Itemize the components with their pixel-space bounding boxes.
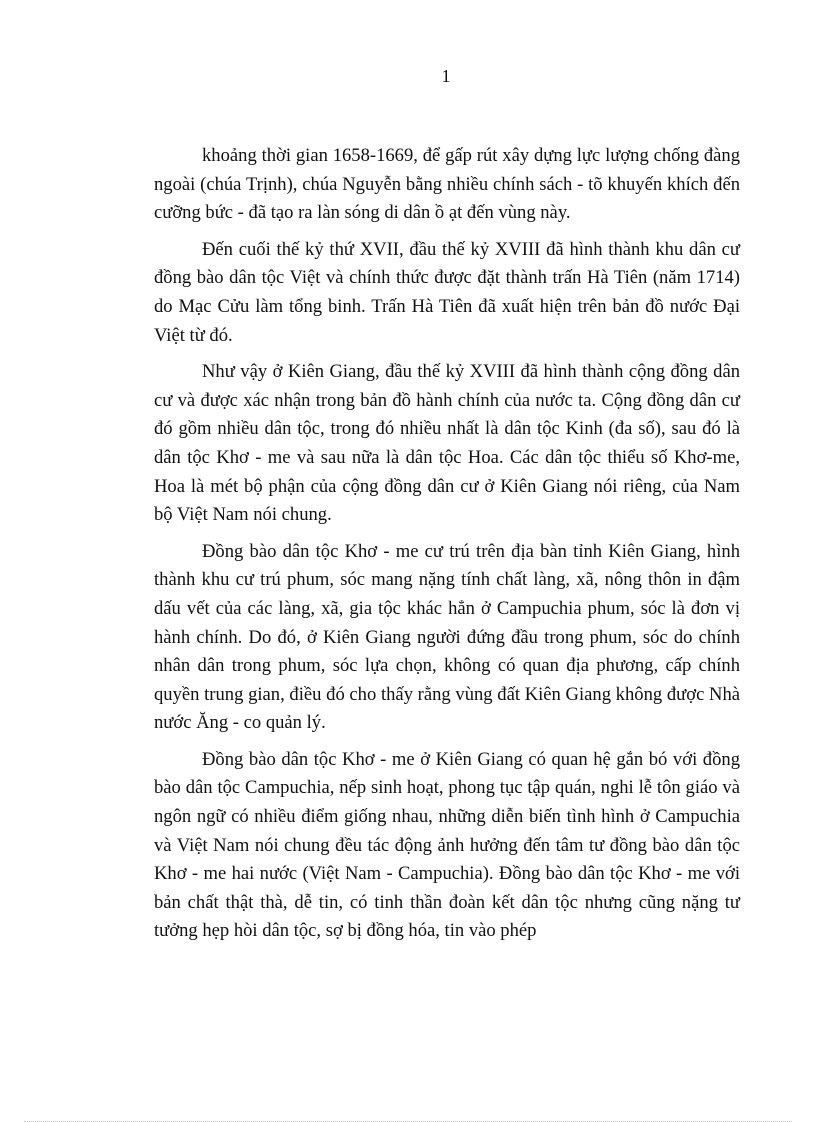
paragraph: khoảng thời gian 1658-1669, để gấp rút xây dựng lực lượng chống đàng ngoài (chúa Trịnh), chúa Nguyễn bằng nhiều chính sách - tõ khuyến khích đến cưỡng bức - đã tạo ra làn sóng di dân ồ ạt đến vùng này. bbox=[154, 145, 740, 224]
paragraph: Đến cuối thế kỷ thứ XVII, đầu thế kỷ XVIII đã hình thành khu dân cư đồng bào dân tộc Việt và chính thức được đặt thành trấn Hà Tiên (năm 1714) do Mạc Cửu làm tổng binh. Trấn Hà Tiên đã xuất hiện trên bản đồ nước Đại Việt từ đó. bbox=[154, 238, 740, 346]
document-body bbox=[154, 142, 740, 954]
paragraph: Đồng bào dân tộc Khơ - me ở Kiên Giang có quan hệ gắn bó với đồng bào dân tộc Campuchia, nếp sinh hoạt, phong tục tập quán, nghi lễ tôn giáo và ngôn ngữ có nhiều điểm giống nhau, những diễn biến tình hình ở Campuchia và Việt Nam nói chung đều tác động ảnh hưởng đến tâm tư đồng bào dân tộc Khơ - me hai nước (Việt Nam - Campuchia). Đồng bào dân tộc Khơ - me với bản chất thật thà, dễ tin, có tinh thần đoàn kết dân tộc nhưng cũng nặng tư tưởng hẹp hòi dân tộc, sợ bị đồng hóa, tin vào phép bbox=[154, 748, 740, 942]
page-number: 1 bbox=[441, 66, 451, 86]
paragraph: Đồng bào dân tộc Khơ - me cư trú trên địa bàn tỉnh Kiên Giang, hình thành khu cư trú phum, sóc mang nặng tính chất làng, xã, nông thôn in đậm dấu vết của các làng, xã, gia tộc khác hẳn ở Campuchia phum, sóc là đơn vị hành chính. Do đó, ở Kiên Giang người đứng đầu trong phum, sóc do chính nhân dân trong phum, sóc lựa chọn, không có quan địa phương, cấp chính quyền trung gian, điều đó cho thấy rằng vùng đất Kiên Giang không được Nhà nước Ăng - co quản lý. bbox=[154, 540, 740, 734]
paragraph: Như vậy ở Kiên Giang, đầu thế kỷ XVIII đã hình thành cộng đồng dân cư và được xác nhận trong bản đồ hành chính của nước ta. Cộng đồng dân cư đó gồm nhiều dân tộc, trong đó nhiều nhất là dân tộc Kinh (đa số), sau đó là dân tộc Khơ - me và sau nữa là dân tộc Hoa. Các dân tộc thiểu số Khơ-me, Hoa là mét bộ phận của cộng đồng dân cư ở Kiên Giang nói riêng, của Nam bộ Việt Nam nói chung. bbox=[154, 361, 740, 526]
page-bottom-divider bbox=[24, 1121, 792, 1122]
